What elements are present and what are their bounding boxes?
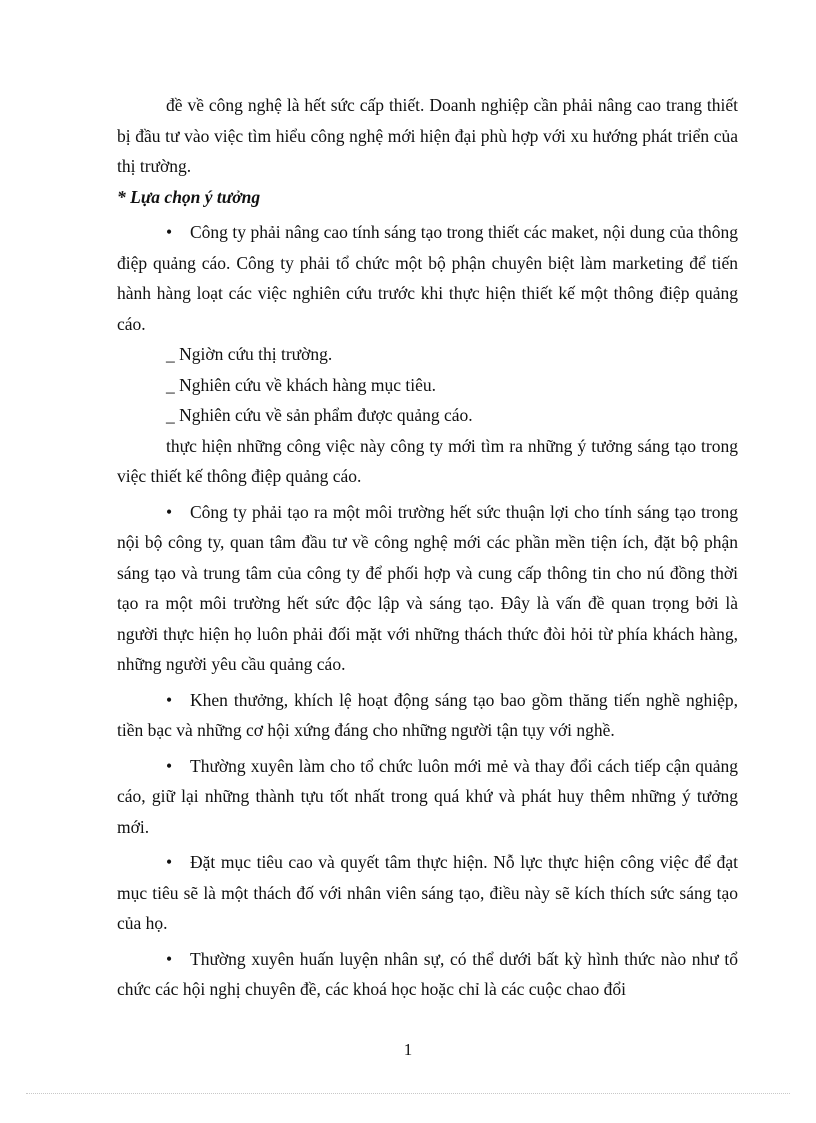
dash-item-1: _ Ngiờn cứu thị trường. (166, 344, 333, 364)
bullet-text-4: Thường xuyên làm cho tổ chức luôn mới mẻ và thay đổi cách tiếp cận quảng cáo, giữ lại những thành tựu tốt nhất trong quá khứ và phát huy thêm những ý tưởng mới. (117, 755, 738, 837)
bullet-text-3: Khen thưởng, khích lệ hoạt động sáng tạo bao gồm thăng tiến nghề nghiệp, tiền bạc và những cơ hội xứng đáng cho những người tận tụy với nghề. (117, 689, 738, 740)
section-heading: * Lựa chọn ý tưởng (117, 186, 261, 207)
bullet-icon: • (166, 222, 173, 242)
bullet-icon: • (166, 501, 173, 522)
bullet-icon: • (166, 852, 173, 872)
bullet-icon: • (166, 948, 173, 969)
paragraph-intro: đề về công nghệ là hết sức cấp thiết. Doanh nghiệp cần phải nâng cao trang thiết bị đầu tư vào việc tìm hiểu công nghệ mới hiện đại phù hợp với xu hướng phát triển của thị trường. (117, 95, 738, 176)
page-bottom-divider (26, 1093, 790, 1094)
dash-item-2: _ Nghiên cứu về khách hàng mục tiêu. (166, 374, 436, 395)
bullet-paragraph-2 (117, 497, 738, 680)
bullet-text-2: Công ty phải tạo ra một môi trường hết sức thuận lợi cho tính sáng tạo trong nội bộ công ty, quan tâm đầu tư về công nghệ mới các phần mền tiện ích, đặt bộ phận sáng tạo và trung tâm của công ty để phối hợp và cung cấp thông tin cho nú đồng thời tạo ra một môi trường hết sức độc lập và sáng tạo. Đây là vấn đề quan trọng bởi là người thực hiện họ luôn phải đối mặt với những thách thức đòi hỏi từ phía khách hàng, những người yêu cầu quảng cáo. (117, 501, 738, 674)
bullet-paragraph-4 (117, 751, 738, 843)
bullet-icon: • (166, 689, 173, 710)
bullet-icon: • (166, 755, 173, 776)
dash-item-3: _ Nghiên cứu về sản phẩm được quảng cáo. (166, 405, 473, 425)
document-body (117, 90, 738, 1005)
bullet-text-1: Công ty phải nâng cao tính sáng tạo trong thiết các maket, nội dung của thông điệp quảng cáo. Công ty phải tổ chức một bộ phận chuyên biệt làm marketing để tiến hành hàng loạt các việc nghiên cứu trước khi thực hiện thiết kế một thông điệp quảng cáo. (117, 222, 738, 334)
page-number: 1 (403, 1040, 413, 1059)
bullet-paragraph-6 (117, 944, 738, 1005)
bullet-text-5: Đặt mục tiêu cao và quyết tâm thực hiện. Nỗ lực thực hiện công việc để đạt mục tiêu sẽ là một thách đố với nhân viên sáng tạo, điều này sẽ kích thích sức sáng tạo của họ. (117, 852, 738, 933)
bullet-paragraph-3 (117, 685, 738, 746)
paragraph-summary: thực hiện những công việc này công ty mới tìm ra những ý tưởng sáng tạo trong việc thiết kế thông điệp quảng cáo. (117, 435, 738, 486)
bullet-text-6: Thường xuyên huấn luyện nhân sự, có thể dưới bất kỳ hình thức nào như tổ chức các hội nghị chuyên đề, các khoá học hoặc chỉ là các cuộc chao đổi (117, 948, 738, 999)
bullet-paragraph-1 (117, 217, 738, 339)
bullet-paragraph-5 (117, 847, 738, 939)
